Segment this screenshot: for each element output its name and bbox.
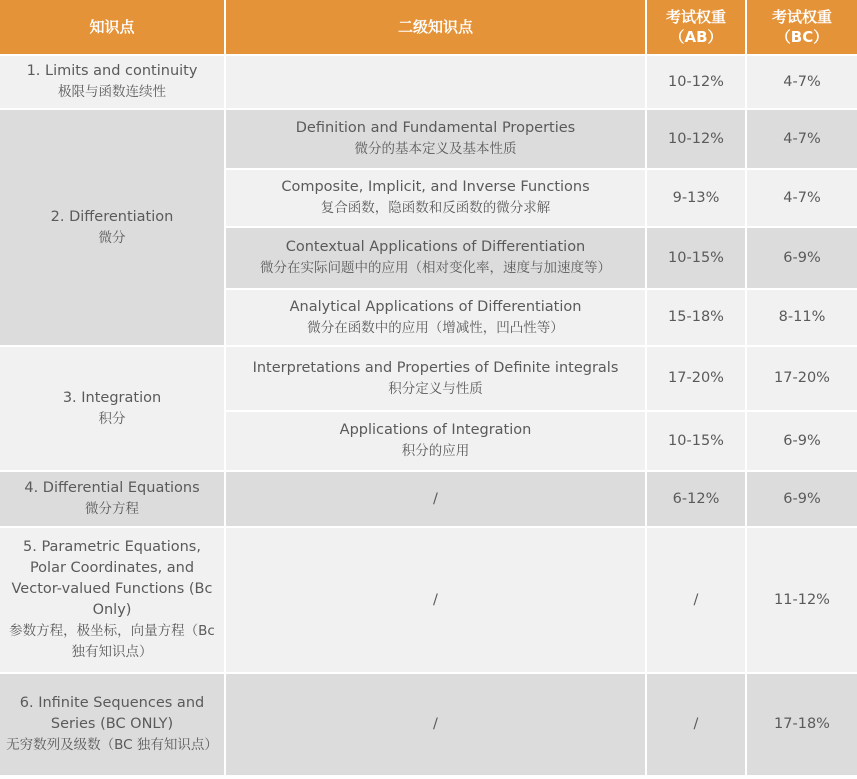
header-weight-ab [647,0,747,56]
subtopic-zh: 微分的基本定义及基本性质 [354,141,517,157]
subtopic-en: Contextual Applications of Differentiation [285,239,586,255]
weight-ab-cell: 10-12% [647,110,747,170]
subtopic-cell [226,170,647,228]
unit-cell [0,347,226,472]
weight-bc-cell: 11-12% [747,528,857,674]
subtopic-cell [226,56,647,110]
header-weight-bc-line2: （BC） [775,28,829,46]
weight-bc-cell: 6-9% [747,228,857,290]
subtopic-cell [226,228,647,290]
weight-bc-cell: 17-18% [747,674,857,777]
subtopic-cell [226,412,647,472]
header-weight-ab-line1: 考试权重 [665,8,726,26]
table-row [0,674,857,777]
subtopic-cell [226,347,647,412]
subtopic-zh: 微分在实际问题中的应用（相对变化率，速度与加速度等） [260,260,611,276]
header-row [0,0,857,56]
weight-bc-cell: 6-9% [747,412,857,472]
header-weight-bc-line1: 考试权重 [771,8,832,26]
subtopic-zh: 复合函数，隐函数和反函数的微分求解 [320,200,551,216]
table-row [0,110,857,170]
subtopic-cell [226,110,647,170]
weight-bc-cell: 4-7% [747,110,857,170]
unit-title-en: 3. Integration [62,389,162,406]
unit-cell [0,674,226,777]
subtopic-zh: 积分的应用 [401,443,470,459]
unit-title-en: 5. Parametric Equations, Polar Coordinates, and Vector-valued Functions (Bc Only) [11,539,213,618]
weight-ab-cell: 10-15% [647,228,747,290]
weight-ab-cell: 17-20% [647,347,747,412]
subtopic-en: Analytical Applications of Differentiation [289,298,582,315]
subtopic-cell: / [226,674,647,777]
subtopic-cell: / [226,472,647,528]
weight-bc-cell: 4-7% [747,170,857,228]
weight-ab-cell: / [647,528,747,674]
weight-ab-cell: 10-15% [647,412,747,472]
weight-ab-cell: / [647,674,747,777]
header-subtopic: 二级知识点 [226,0,647,56]
unit-title-en: 1. Limits and continuity [26,63,198,79]
unit-title-zh: 积分 [98,410,126,427]
subtopic-cell [226,290,647,347]
subtopic-cell: / [226,528,647,674]
header-topic: 知识点 [0,0,226,56]
unit-title-zh: 微分方程 [85,501,139,517]
table-row [0,347,857,412]
weight-bc-cell: 6-9% [747,472,857,528]
unit-title-zh: 极限与函数连续性 [58,84,166,100]
weight-ab-cell: 15-18% [647,290,747,347]
header-weight-bc [747,0,857,56]
subtopic-zh: 积分定义与性质 [388,380,483,397]
subtopic-en: Applications of Integration [339,422,532,438]
unit-cell [0,56,226,110]
unit-cell [0,110,226,347]
subtopic-en: Composite, Implicit, and Inverse Functions [281,179,590,195]
table-row [0,56,857,110]
weight-bc-cell: 4-7% [747,56,857,110]
header-weight-ab-line2: （AB） [669,28,723,46]
subtopic-en: Definition and Fundamental Properties [295,120,576,136]
unit-title-zh: 无穷数列及级数（BC 独有知识点） [6,737,218,753]
unit-cell [0,528,226,674]
unit-title-en: 2. Differentiation [50,208,174,225]
weight-ab-cell: 9-13% [647,170,747,228]
unit-title-zh: 参数方程，极坐标，向量方程（Bc独有知识点） [9,623,215,660]
weight-ab-cell: 10-12% [647,56,747,110]
unit-title-en: 4. Differential Equations [24,480,200,496]
weight-bc-cell: 17-20% [747,347,857,412]
table-row [0,528,857,674]
subtopic-en: Interpretations and Properties of Definite integrals [252,359,619,376]
weight-ab-cell: 6-12% [647,472,747,528]
subtopic-zh: 微分在函数中的应用（增减性，凹凸性等） [307,319,564,336]
weight-bc-cell: 8-11% [747,290,857,347]
unit-title-en: 6. Infinite Sequences and Series (BC ONLY) [19,695,205,732]
unit-title-zh: 微分 [98,229,126,246]
unit-cell [0,472,226,528]
table-row [0,472,857,528]
